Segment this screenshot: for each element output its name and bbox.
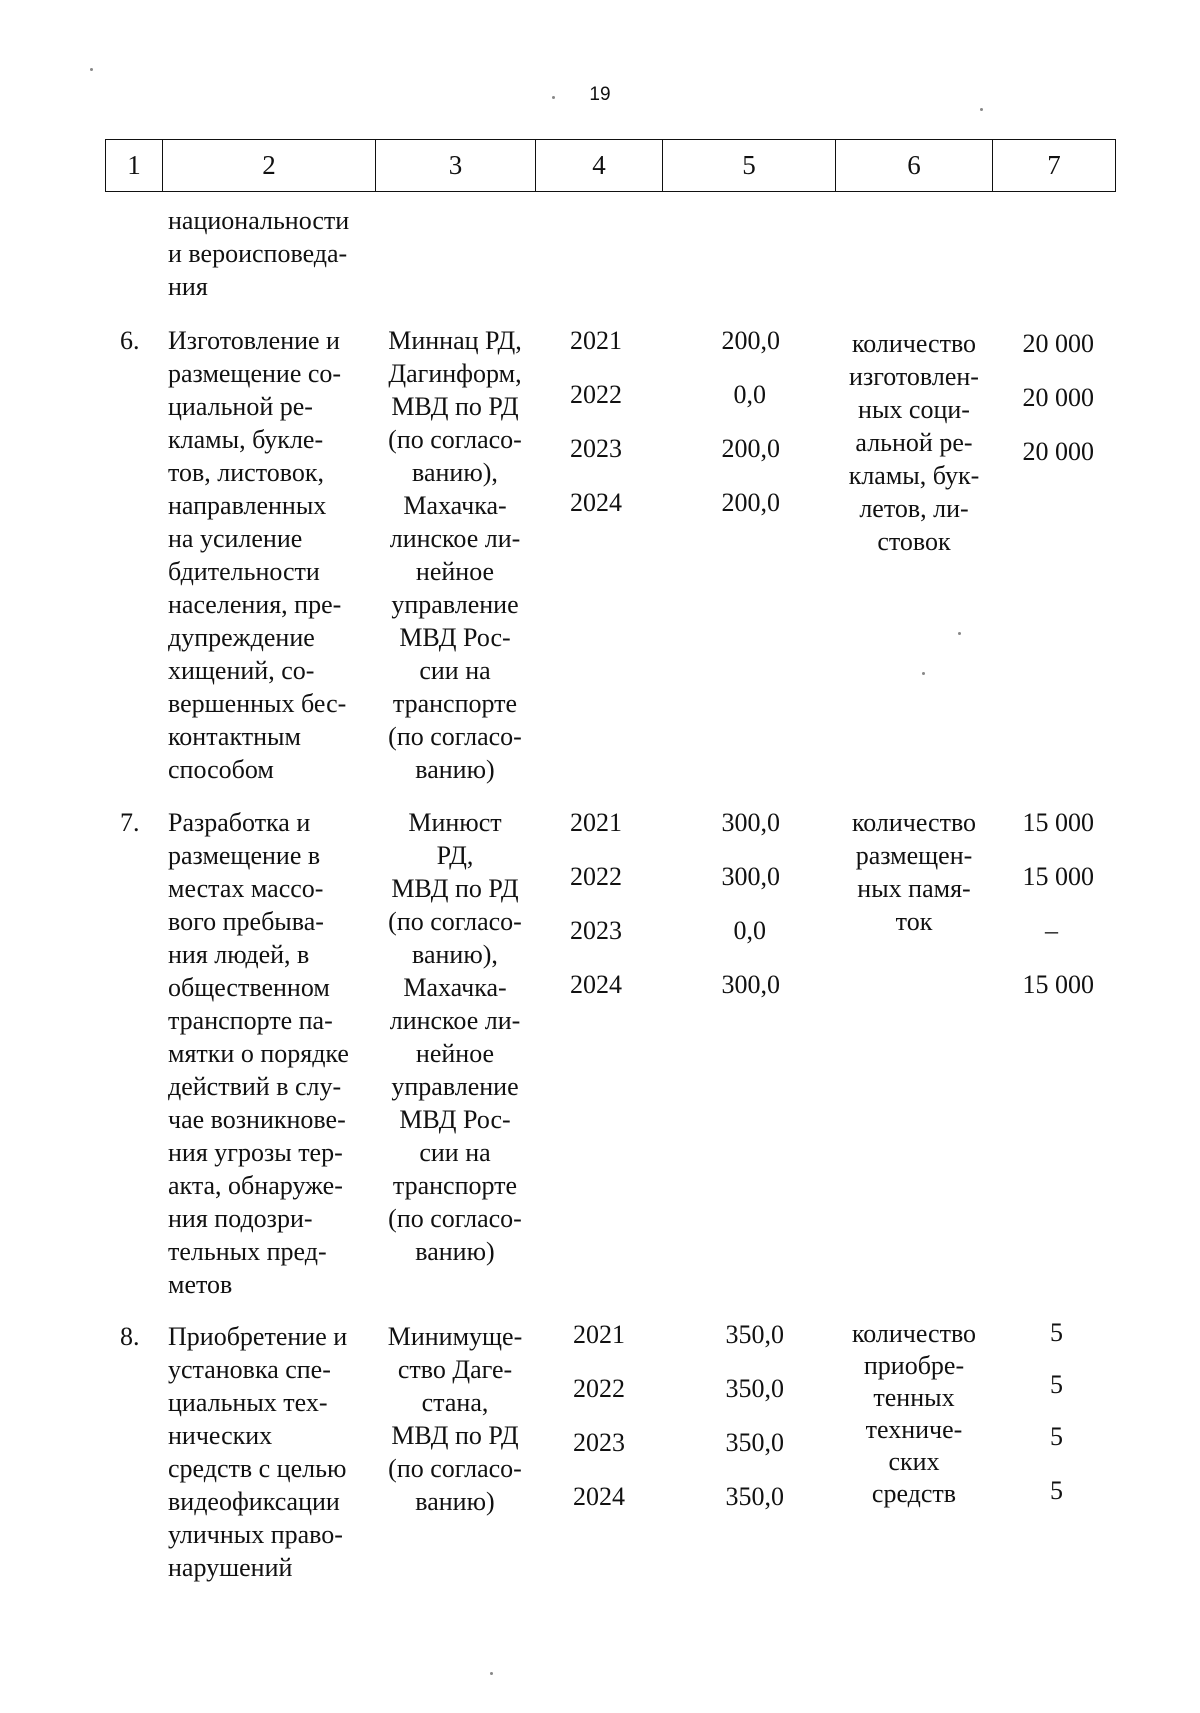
header-cell-7: 7 xyxy=(992,139,1116,192)
row-6-year: 2023 xyxy=(570,434,622,463)
header-cell-5: 5 xyxy=(662,139,836,192)
row-6-year: 2022 xyxy=(570,380,622,409)
row-8-amount: 350,0 xyxy=(725,1320,784,1349)
continuation-activity: национальности и вероисповеда- ния xyxy=(168,206,350,301)
row-6-year: 2021 xyxy=(570,326,622,355)
row-7-year: 2021 xyxy=(570,808,622,837)
row-6-amount: 200,0 xyxy=(721,434,780,463)
row-7-amount: 300,0 xyxy=(721,970,780,999)
row-7-executor: Минюст РД, МВД по РД (по согласо- ванию), Махачка- линское ли- нейное управление МВД Рос- сии на транспорте (по согласо- ванию) xyxy=(388,808,522,1266)
row-6-indicator: количество изготовлен- ных соци- альной ре- кламы, бук- летов, ли- стовок xyxy=(848,329,980,556)
row-8-year: 2024 xyxy=(573,1482,625,1511)
row-8-amount: 350,0 xyxy=(725,1482,784,1511)
row-8-year: 2021 xyxy=(573,1320,625,1349)
row-8-amount: 350,0 xyxy=(725,1428,784,1457)
row-7-value: 15 000 xyxy=(1022,862,1094,891)
row-6-value: 20 000 xyxy=(1022,437,1094,466)
row-6-amount: 200,0 xyxy=(721,488,780,517)
row-8-activity: Приобретение и установка спе- циальных тех- нических средств с целью видеофиксации уличных право- нарушений xyxy=(168,1322,348,1582)
header-cell-1: 1 xyxy=(105,139,163,192)
scan-speck xyxy=(90,68,93,71)
page-number: 19 xyxy=(589,84,611,105)
scan-speck xyxy=(490,1672,493,1675)
row-8-value: 5 xyxy=(1050,1476,1063,1505)
row-8-value: 5 xyxy=(1050,1318,1063,1347)
row-7-value: – xyxy=(1045,916,1058,945)
row-8-year: 2023 xyxy=(573,1428,625,1457)
row-8-number: 8. xyxy=(120,1322,140,1351)
row-8-value: 5 xyxy=(1050,1370,1063,1399)
row-8-value: 5 xyxy=(1050,1422,1063,1451)
scan-speck xyxy=(552,96,555,99)
row-6-value: 20 000 xyxy=(1022,329,1094,358)
row-6-amount: 0,0 xyxy=(733,380,766,409)
row-7-number: 7. xyxy=(120,808,140,837)
header-cell-4: 4 xyxy=(535,139,663,192)
row-7-year: 2023 xyxy=(570,916,622,945)
row-7-indicator: количество размещен- ных памя- ток xyxy=(851,808,977,936)
row-7-amount: 300,0 xyxy=(721,862,780,891)
row-7-value: 15 000 xyxy=(1022,970,1094,999)
row-7-amount: 0,0 xyxy=(733,916,766,945)
scan-speck xyxy=(922,672,925,675)
row-7-value: 15 000 xyxy=(1022,808,1094,837)
row-8-amount: 350,0 xyxy=(725,1374,784,1403)
row-6-value: 20 000 xyxy=(1022,383,1094,412)
row-7-activity: Разработка и размещение в местах массо- вого пребыва- ния людей, в общественном транспорте па- мятки о порядке действий в слу- чае возникнове- ния угрозы тер- акта, обнаруже- ния подозри- тельных пред- метов xyxy=(168,808,349,1299)
row-6-activity: Изготовление и размещение со- циальной ре- кламы, букле- тов, листовок, направленных на усиление бдительности населения, пре- дупреждение хищений, со- вершенных бес- контактным способом xyxy=(168,326,347,784)
header-cell-2: 2 xyxy=(162,139,376,192)
row-8-year: 2022 xyxy=(573,1374,625,1403)
scan-speck xyxy=(980,108,983,111)
row-6-number: 6. xyxy=(120,326,140,355)
row-8-indicator: количество приобре- тенных техниче- ских средств xyxy=(851,1319,977,1508)
row-7-year: 2022 xyxy=(570,862,622,891)
row-7-amount: 300,0 xyxy=(721,808,780,837)
row-6-executor: Миннац РД, Дагинформ, МВД по РД (по согласо- ванию), Махачка- линское ли- нейное управление МВД Рос- сии на транспорте (по согласо- ванию) xyxy=(388,326,522,784)
row-7-year: 2024 xyxy=(570,970,622,999)
row-8-executor: Минимуще- ство Даге- стана, МВД по РД (по согласо- ванию) xyxy=(387,1322,523,1516)
header-cell-3: 3 xyxy=(375,139,536,192)
row-6-year: 2024 xyxy=(570,488,622,517)
row-6-amount: 200,0 xyxy=(721,326,780,355)
header-cell-6: 6 xyxy=(835,139,993,192)
scan-speck xyxy=(958,632,961,635)
